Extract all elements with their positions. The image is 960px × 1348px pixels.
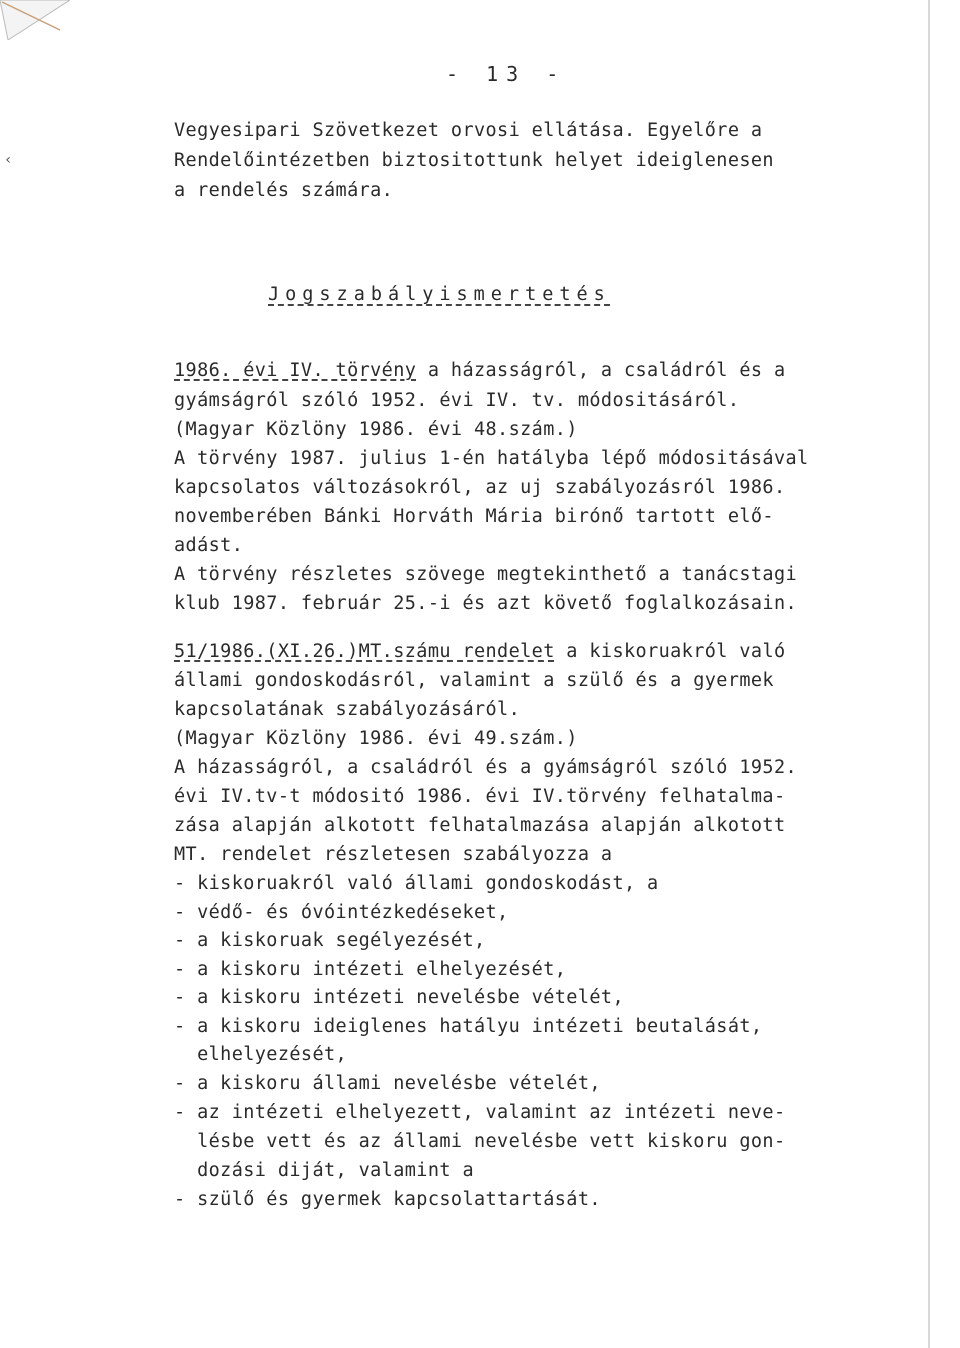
list-item-continuation: dozási diját, valamint a: [174, 1160, 474, 1181]
law-reference: 1986. évi IV. törvény: [174, 360, 417, 381]
list-item: - védő- és óvóintézkedéseket,: [174, 902, 509, 923]
text-line: A törvény 1987. julius 1-én hatályba lépő módositásával: [174, 448, 809, 469]
law-title-rest: a házasságról, a családról és a: [416, 360, 786, 381]
text-line: állami gondoskodásról, valamint a szülő és a gyermek: [174, 670, 774, 691]
list-item: - az intézeti elhelyezett, valamint az intézeti neve-: [174, 1102, 786, 1123]
list-item: - kiskoruakról való állami gondoskodást, a: [174, 873, 659, 894]
list-item: - a kiskoruak segélyezését,: [174, 930, 486, 951]
list-item: - a kiskoru ideiglenes hatályu intézeti beutalását,: [174, 1016, 763, 1037]
text-line: zása alapján alkotott felhatalmazása alapján alkotott: [174, 815, 786, 836]
text-line: novemberében Bánki Horváth Mária birónő tartott elő-: [174, 506, 774, 527]
decree-title-rest: a kiskoruakról való: [554, 641, 786, 662]
intro-line: Rendelőintézetben biztositottunk helyet ideiglenesen: [174, 150, 774, 171]
decree-reference: 51/1986.(XI.26.)MT.számu rendelet: [174, 641, 555, 662]
intro-line: Vegyesipari Szövetkezet orvosi ellátása. Egyelőre a: [174, 120, 763, 141]
list-item: - a kiskoru intézeti nevelésbe vételét,: [174, 987, 624, 1008]
text-line: klub 1987. február 25.-i és azt követő foglalkozásain.: [174, 593, 798, 614]
law-title-line: [174, 360, 786, 381]
text-line: (Magyar Közlöny 1986. évi 48.szám.): [174, 419, 578, 440]
page-edge-line: [928, 0, 930, 1348]
text-line: MT. rendelet részletesen szabályozza a: [174, 844, 613, 865]
intro-line: a rendelés számára.: [174, 180, 394, 201]
text-line: adást.: [174, 535, 244, 556]
text-line: évi IV.tv-t módositó 1986. évi IV.törvény felhatalma-: [174, 786, 786, 807]
list-item-continuation: elhelyezését,: [174, 1044, 348, 1065]
text-line: A házasságról, a családról és a gyámságról szóló 1952.: [174, 757, 798, 778]
list-item: - a kiskoru intézeti elhelyezését,: [174, 959, 567, 980]
section-heading: Jogszabályismertetés: [268, 284, 611, 305]
page-number: - 13 -: [446, 62, 567, 86]
list-item: - a kiskoru állami nevelésbe vételét,: [174, 1073, 601, 1094]
text-line: (Magyar Közlöny 1986. évi 49.szám.): [174, 728, 578, 749]
text-line: gyámságról szóló 1952. évi IV. tv. módositásáról.: [174, 390, 740, 411]
text-line: kapcsolatos változásokról, az uj szabályozásról 1986.: [174, 477, 786, 498]
list-item: - szülő és gyermek kapcsolattartását.: [174, 1189, 601, 1210]
text-line: kapcsolatának szabályozásáról.: [174, 699, 521, 720]
text-line: A törvény részletes szövege megtekinthető a tanácstagi: [174, 564, 798, 585]
margin-mark: ‹: [4, 152, 13, 168]
folded-corner-mark: [0, 0, 70, 40]
decree-title-line: [174, 641, 786, 662]
list-item-continuation: lésbe vett és az állami nevelésbe vett kiskoru gon-: [174, 1131, 786, 1152]
